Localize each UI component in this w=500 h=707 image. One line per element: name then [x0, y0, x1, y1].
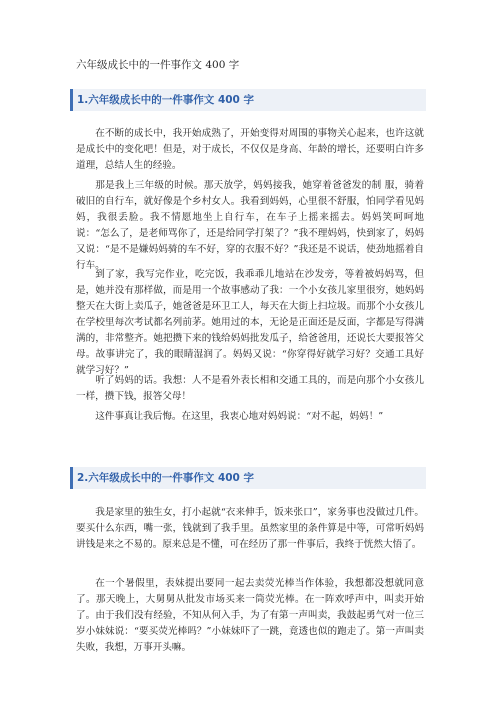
section-1-paragraph-3: 到了家，我写完作业，吃完饭，我乖乖儿地站在沙发旁，等着被妈妈骂，但是，她并没有那样做，而是用一个故事感动了我：一个小女孩儿家里很穷，她妈妈整天在大街上卖瓜子，她爸爸是环卫工人，每天在大街上扫垃圾。而那个小女孩儿在学校里每次考试都名列前茅。她用过的本，无论是正面还是反面，字都是写得满满的，非常整齐。她把攒下来的钱给妈妈批发瓜子，给爸爸用，还说长大要报答父母。故事讲完了，我的眼睛湿润了。妈妈又说：“你穿得好就学习好？交通工具好就学习好？” — [76, 269, 424, 376]
document-title: 六年级成长中的一件事作文 400 字 — [76, 59, 240, 71]
section-1-paragraph-2: 那是我上三年级的时候。那天放学，妈妈接我，她穿着爸爸发的制 服，骑着破旧的自行车，就好像是个乡村女人。我看到妈妈，心里很不舒服，怕同学看见妈妈，我很丢脸。我不情愿地坐上自行车，在车子上摇来摇去。妈妈笑呵呵地说：“怎么了，是老师骂你了，还是给同学打架了？”我不理妈妈，快到家了，妈妈又说：“是不是嫌妈妈骑的车不好，穿的衣服不好？”我还是不说话，使劲地摇着自行车。 — [76, 180, 424, 271]
section-heading-1: 1.六年级成长中的一件事作文 400 字 — [70, 89, 426, 111]
section-1-paragraph-5: 这件事真让我后悔。在这里，我衷心地对妈妈说：“对不起，妈妈！” — [95, 411, 384, 422]
section-1-paragraph-4: 听了妈妈的话。我想：人不是看外表长相和交通工具的，而是向那个小女孩儿一样，攒下钱，报答父母！ — [76, 375, 424, 402]
section-1-paragraph-1: 在不断的成长中，我开始成熟了，开始变得对周围的事物关心起来，也许这就是成长中的变化吧！但是，对于成长，不仅仅是身高、年龄的增长，还要明白许多道理，总结人生的经验。 — [76, 128, 424, 171]
section-2-paragraph-1: 我是家里的独生女，打小起就“衣来伸手，饭来张口”，家务事也没做过几件。要买什么东西，嘴一张，钱就到了我手里。虽然家里的条件算是中等，可常听妈妈讲钱是来之不易的。原来总是不懂，可在经历了那一件事后，我终于恍然大悟了。 — [76, 507, 424, 550]
section-2-paragraph-2: 在一个暑假里，表妹提出要同一起去卖荧光棒当作体验，我想都没想就同意了。那天晚上，大舅舅从批发市场买来一筒荧光棒。在一阵欢呼声中，叫卖开始了。由于我们没有经验，不知从何入手，为了有第一声叫卖，我鼓起勇气对一位三岁小妹妹说：“要买荧光棒吗？”小妹妹吓了一跳，竟透也似的跑走了。第一声叫卖失败，我想，万事开头嘛。 — [76, 578, 424, 653]
section-heading-2: 2.六年级成长中的一件事作文 400 字 — [70, 467, 426, 489]
